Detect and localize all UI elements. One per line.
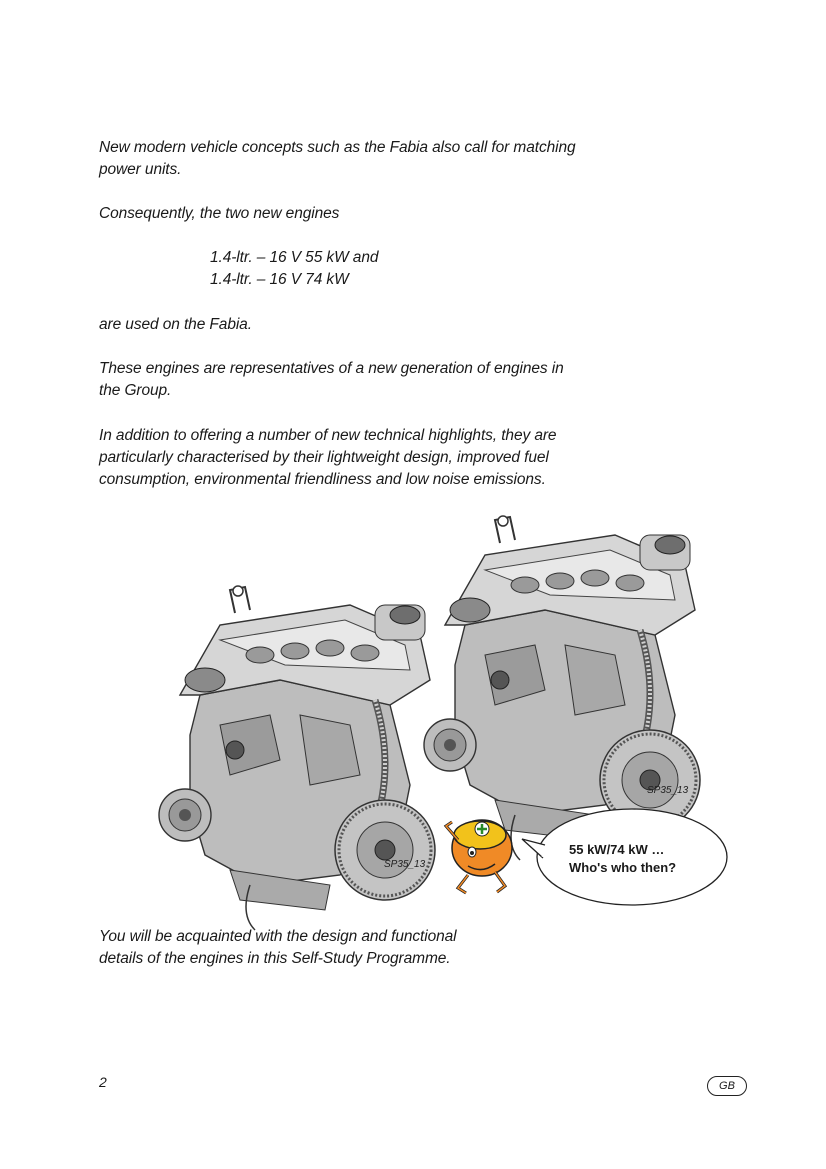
language-badge: GB bbox=[707, 1076, 747, 1096]
speech-line: 55 kW/74 kW … bbox=[569, 842, 665, 857]
text-line: Consequently, the two new engines bbox=[99, 205, 340, 222]
speech-line: Who's who then? bbox=[569, 860, 677, 875]
paragraph-outro bbox=[99, 926, 456, 970]
text-line: You will be acquainted with the design and functional bbox=[99, 928, 457, 945]
text-line: particularly characterised by their lightweight design, improved fuel bbox=[99, 449, 549, 466]
engine-item: 1.4-ltr. – 16 V 55 kW and bbox=[210, 249, 379, 266]
text-line: are used on the Fabia. bbox=[99, 316, 252, 333]
mascot-character bbox=[446, 820, 512, 893]
text-line: New modern vehicle concepts such as the Fabia also call for matching bbox=[99, 139, 576, 156]
text-line: the Group. bbox=[99, 382, 172, 399]
figure-caption-left: SP35_13 bbox=[384, 859, 426, 870]
text-line: consumption, environmental friendliness and low noise emissions. bbox=[99, 471, 546, 488]
text-line: In addition to offering a number of new technical highlights, they are bbox=[99, 427, 557, 444]
engine-item: 1.4-ltr. – 16 V 74 kW bbox=[210, 271, 349, 288]
engine-illustration-74kw bbox=[424, 516, 700, 860]
text-line: details of the engines in this Self-Study Programme. bbox=[99, 950, 451, 967]
text-line: These engines are representatives of a new generation of engines in bbox=[99, 360, 564, 377]
speech-bubble-text bbox=[569, 841, 676, 877]
engine-illustration-55kw bbox=[159, 586, 435, 930]
figure-caption-right: SP35_13 bbox=[647, 785, 689, 796]
text-line: power units. bbox=[99, 161, 182, 178]
page-number: 2 bbox=[99, 1074, 107, 1090]
